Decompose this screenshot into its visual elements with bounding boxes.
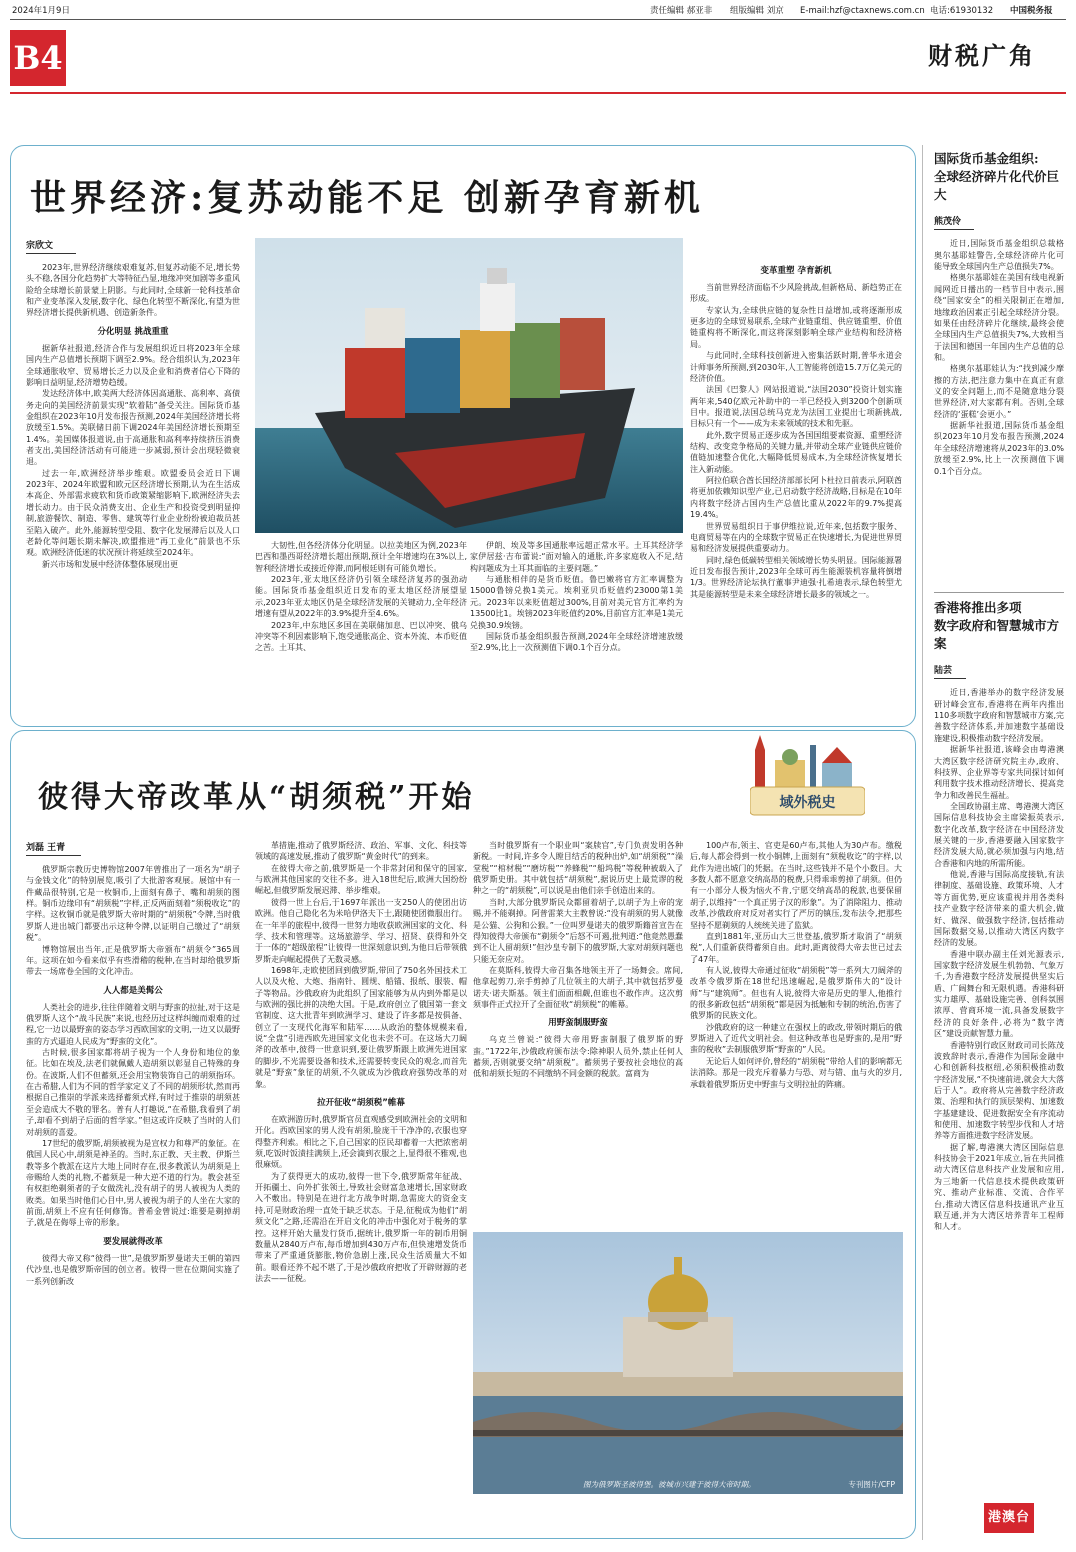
article1-paragraph: 2023年,亚太地区经济仍引领全球经济复苏的强劲动能。国际货币基金组织近日发布的亚太地区经济展望显示,2023年亚太地区仍是全球经济发展的关键动力,全年经济增速有望从2022年的3.9%提升至4.6%。 — [255, 575, 467, 619]
article1-paragraph: 与此同时,全球科技创新进入密集活跃时期,普华永道会计师事务所预测,到2030年,人工智能将创造15.7万亿美元的经济价值。 — [690, 351, 902, 383]
article2-column-2 — [255, 840, 467, 1284]
article2-col2-text — [255, 840, 467, 1284]
article1-col2-text — [255, 540, 467, 654]
article2-paragraph: 在彼得大帝之前,俄罗斯是一个非常封闭和保守的国家,与欧洲其他国家的交往不多。进入18世纪后,欧洲大国纷纷崛起,但俄罗斯发展迟滞、举步维艰。 — [255, 863, 467, 896]
sidebar-divider — [922, 145, 923, 1540]
sidebar-story-imf — [934, 150, 1064, 477]
article2-paragraph: 人类社会的进步,往往伴随着文明与野蛮的拉扯,对于这是俄罗斯人这个“战斗民族”来说,也经历过这样纠缠而艰难的过程,它一边以最野蛮的姿态学习西欧国家的文明,一边又以最野蛮的方式逼迫人民成为“野蛮的文化”。 — [26, 1002, 240, 1046]
photo-credit: 专刊图片/CFP — [848, 1480, 895, 1489]
sidebar-story2-paragraph: 香港中联办副主任刘光源表示,国家数字经济发展生机勃勃、气象万千,为香港数字经济发展提供坚实后盾、广阔舞台和无限机遇。香港科研实力雄厚、基础设施完善、创科氛围浓厚、营商环境一流,具备发展数字经济的良好条件,必将为“数字湾区”建设贡献智慧力量。 — [934, 949, 1064, 1039]
article1-paragraph: 世界贸易组织日于事伊维拉说,近年来,包括数字服务、电商贸易等在内的全球数字贸易正在快速增长,为促进世界贸易和经济发展提供重要动力。 — [690, 521, 902, 554]
article1-col3-text — [470, 540, 683, 654]
sidebar-story1-headline-line2: 全球经济碎片化代价巨大 — [934, 169, 1060, 203]
article1-paragraph: 与通胀相伴的是货币贬值。鲁巴嫩将官方汇率调整为15000鲁镑兑换1美元。埃利亚贝币贬值约23000第1美元。2023年以来贬值超过300%,目前对美元官方汇率约为13500比1。埃镑2023年贬值约20%,目前官方汇率是1美元兑换30.9埃镑。 — [470, 575, 683, 630]
article2-paragraph: 博物馆展出当年,正是俄罗斯大帝颁布“胡须令”365周年。这项在如今看来似乎有些滑稽的税种,在当时却给俄罗斯带去一场席卷全国的文化冲击。 — [26, 944, 240, 977]
st-petersburg-photo — [473, 1232, 903, 1494]
sidebar-story2-headline-line1: 香港将推出多项 — [934, 600, 1022, 615]
sidebar-story2-paragraph: 他说,香港与国际高度接轨,有法律制度、基础设施、政策环境、人才等方面优势,更应该重视并用各类科技产业数字经济带来的重大机会,做好、做深、做强数字经济,包括推动国际数据交易,以推动大湾区内数字经济的发展。 — [934, 870, 1064, 948]
sidebar-story2-paragraph: 据新华社报道,该峰会由粤港澳大湾区数字经济研究院主办,政府、科技界、企业界等专家共同探讨如何利用数字技术推动经济增长、提高竞争力和改善民生福祉。 — [934, 745, 1064, 800]
article2-paragraph: 有人说,彼得大帝通过征收“胡须税”等一系列大刀阔斧的改革令俄罗斯在18世纪迅速崛起,是俄罗斯伟大的“设计师”与“建筑师”。但也有人说,彼得大帝是历史的罪人,他推行的很多新政包括“胡须税”都是因为抵触和专制的统治,伤害了俄罗斯的民族文化。 — [690, 965, 902, 1021]
top-rule — [10, 19, 1066, 20]
article2-byline: 刘磊 王青 — [26, 840, 81, 856]
article2-subhead: 用野蛮制服野蛮 — [548, 1018, 608, 1029]
article2-column-3 — [473, 840, 683, 1080]
sidebar-story-hongkong — [934, 592, 1064, 1233]
column-stamp-foreign-tax-history — [750, 735, 865, 821]
issue-date: 2024年1月9日 — [12, 6, 70, 16]
article2-paragraph: 乌克兰曾说:“彼得大帝用野蛮制服了俄罗斯的野蛮。”1722年,沙俄政府颁布法令:除神职人员外,禁止任何人蓄须,否则就要交纳“胡须税”。蓄须男子要按社会地位的高低和胡须长短的不同缴纳不同金额的税款。富商为 — [473, 1035, 683, 1079]
contact-phone: 电话:61930132 — [930, 6, 994, 16]
article1-col4-text — [690, 264, 902, 600]
article1-paragraph: 阿拉伯联合酋长国经济部部长阿卜杜拉日前表示,阿联酋将更加依赖知识型产业,已启动数字经济战略,目标是在10年内将数字经济占国内生产总值比重从2022年的9.7%提高19.4%。 — [690, 476, 902, 520]
article1-paragraph: 同时,绿色低碳转型相关领域增长势头明显。国际能源署近日发布报告预计,2023年全球可再生能源装机容量将倒增1/3。世界经济论坛执行董事尹迪强·扎希迪表示,绿色转型尤其是能源转型是未来全球经济增长最多的领域之一。 — [690, 555, 902, 599]
sidebar-story1-text — [934, 238, 1064, 477]
sidebar-story2-paragraph: 香港特别行政区财政司司长陈茂波致辞时表示,香港作为国际金融中心和创新科技枢纽,必须积极推动数字经济发展,“不快速前进,就会大大落后于人”。政府将从完善数字经济政策、治理和执行的顶层架构、加速数字基建建设、促进数据安全有序流动和使用、加速数字转型步伐和人才培养等方面推进数字经济发展。 — [934, 1040, 1064, 1141]
sidebar-story2-byline: 陆芸 — [934, 663, 966, 679]
article2-paragraph: 100卢布,领主、官吏是60卢布,其他人为30卢布。缴税后,每人都会得到一枚小铜牌,上面刻有“须税收讫”的字样,以此作为进出城门的凭据。在当时,这些钱并不是个小数目。大多数人都不愿意交纳高昂的税费,只得乖乖剪掉了胡须。但仍有一小部分人极为恼火不肯,宁愿交纳高昂的税款,也要保留胡子,以维持“一个真正男子汉的形象”。为了消除阻力、推动改革,沙俄政府对反对者实行了严厉的镇压,发布法令,把那些坚持不愿剃须的人统统关进了监狱。 — [690, 841, 902, 930]
article1-col1-text — [26, 262, 240, 570]
article1-paragraph: 当前世界经济面临不少风险挑战,但新格局、新趋势正在形成。 — [690, 283, 902, 304]
article2-column-1 — [26, 840, 240, 1287]
article1-paragraph: 此外,数字贸易正逐步成为各国国组要素资源、重塑经济结构、改变竞争格局的关键力量,并带动全球产业链供应链价值链加速整合优化,大幅降低贸易成本,为全球经济恢复增长注入新动能。 — [690, 430, 902, 474]
article2-paragraph: 直到1881年,亚历山大三世登基,俄罗斯才取消了“胡须税”,人们重新获得蓄须自由。此时,距离彼得大帝去世已过去了47年。 — [690, 931, 902, 964]
article2-paragraph: 彼得大帝又称“彼得一世”,是俄罗斯罗曼诺夫王朝的第四代沙皇,也是俄罗斯帝国的创立者。彼得一世在位期间实施了一系列创新改 — [26, 1253, 240, 1286]
article2-paragraph: 俄罗斯宗教历史博物馆2007年曾推出了一项名为“胡子与金钱文化”的特别展览,吸引了大批游客观展。展馆中有一件藏品很特别,它是一枚铜币,上面刻有鼻子、嘴和胡须的图样。铜币边缘印有“胡须税”字样,正反两面刻着“须税收讫”的字样。这枚铜币就是俄罗斯大帝时期的“胡须税”令牌,当时俄罗斯人进出城门都要出示这种令牌,以证明自己缴过了“胡须税”。 — [26, 865, 240, 943]
article2-paragraph: 革措施,推动了俄罗斯经济、政治、军事、文化、科技等领域的高速发展,推动了俄罗斯“黄金时代”的到来。 — [255, 841, 467, 862]
photo-caption: 图为俄罗斯圣彼得堡。彼城市兴建于彼得大帝时期。 — [583, 1480, 756, 1489]
editor-credit: 责任编辑 郝亚非 — [650, 6, 713, 16]
contact-email: E-mail:hzf@ctaxnews.com.cn — [800, 6, 925, 16]
article2-paragraph: 为了获得更大的成功,彼得一世下令,俄罗斯常年征战、开拓疆土、向外扩张领土,导致社会财富急速增长,国家财政入不敷出。特别是在进行北方战争时期,急需庞大的资金支持,可是财政治理一直处于缺乏状态。于是,征税成为他们“胡须文化”之路,还需沿在开启文化的冲击中强化对于税务的掌控。这样开始大量发行货币,据统计,俄罗斯一年的制币用铜数量从2840万卢布,每币增加到430万卢布,但快速增发货币带来了严重通货膨胀,物价急剧上涨,民众生活质量大不如前。眼看还养不起不堪了,于是沙俄政府把收了开辟财源的老法去——征税。 — [255, 1171, 467, 1283]
article2-column-4 — [690, 840, 902, 1090]
sidebar-story2-headline-line2: 数字政府和智慧城市方案 — [934, 618, 1060, 652]
sidebar-story1-byline: 熊茂伶 — [934, 214, 974, 230]
newspaper-name: 中国税务报 — [1010, 6, 1053, 16]
article2-paragraph: 17世纪的俄罗斯,胡须被视为是宣权力和尊严的象征。在俄国人民心中,胡须是神圣的。当时,东正教、天主教、伊斯兰教等多个教派在这片大地上同时存在,很多教派认为胡须是上帝赐给人类的礼物,不蓄须是一种大逆不道的行为。教会甚至有权拒绝剃须者的子女做洗礼,没有胡子的男人被视为人类的败类。如果当时他们心目中,男人被视为胡子的人坐在大家的前面,胡须上不应有任何修饰。普希金曾说过:谁要是剃掉胡子,就是在侮辱上帝的形象。 — [26, 1138, 240, 1228]
sidebar-story2-paragraph: 全国政协副主席、粤港澳大湾区国际信息科技协会主席梁振英表示,数字化改革,数字经济在中国经济发展关键的一步,香港要融入国家数字经济发展大局,就必须加强与内地,结合香港和内地的所需所能。 — [934, 801, 1064, 868]
article2-paragraph: 在欧洲游历时,俄罗斯官员直观感受到欧洲社会的文明和开化。西欧国家的男人没有胡须,脸庞干干净净的,衣服也穿得整齐利索。相比之下,自己国家的臣民却蓄着一大把浓密胡须,吃饭时饭渍挂满须上,还会滴到衣服之上,显得很不雅观,也很麻烦。 — [255, 1114, 467, 1170]
sidebar-story1-paragraph: 格奥尔基耶娃认为:“找到减少摩擦的方法,把注意力集中在真正有意义的安全问题上,而不是随意地分裂世界经济,对大家都有利。否则,全球经济的‘蛋糕’会更小。” — [934, 364, 1064, 419]
sidebar-story2-paragraph: 近日,香港举办的数字经济发展研讨峰会宣布,香港将在两年内推出110多项数字政府和智慧城市方案,完善数字经济体系,并加速数字基础设施建设,积极推动数字经济发展。 — [934, 688, 1064, 743]
article2-paragraph: 彼得一世上台后,于1697年派出一支250人的使团出访欧洲。他自己隐化名为米哈伊洛夫下士,跟随使团微服出行。在一年半的旅程中,彼得一世努力地收获欧洲国家的文化、科学、技术和管理等。这场旅游学、学习、招贤、获得和外交于一体的“超级旅程”让彼得一世深刻意识到,为他日后带领俄罗斯走向崛起提供了无数灵感。 — [255, 897, 467, 964]
header-rule — [10, 92, 1066, 94]
article2-subhead: 拉开征收“胡须税”帷幕 — [317, 1097, 405, 1108]
sidebar-story1-headline-line1: 国际货币基金组织: — [934, 151, 1039, 166]
article1-column-2 — [255, 540, 467, 654]
article2-paragraph: 古时候,很多国家都将胡子视为一个人身份和地位的象征。比如在埃及,法老们就佩戴人造胡须以彰显自己特殊的身份。在波斯,人们不但蓄须,还会用宝物装饰自己的胡须指环。在古希腊,人们为不同的哲学家定义了不同的胡须形状,然而再根据自己推崇的学派来选择蓄须式样,有时过于推崇的胡须甚至会造成大不敬的罪名。普有人打趣说,“在希腊,我看到了胡子,却看不到胡子后面的哲学家。”但这或许反映了当时的人们对胡须的喜爱。 — [26, 1048, 240, 1137]
article2-paragraph: 在莫斯科,彼得大帝召集各地领主开了一场舞会。席间,他拿起剪刀,亲手剪掉了几位领主的大胡子,其中就包括罗曼诺夫·诺夫斯基。领主们面面相觑,但谁也不敢作声。这次剪须事件正式拉开了全面征收“胡须税”的帷幕。 — [473, 965, 683, 1010]
section-title: 财税广角 — [928, 41, 1036, 70]
cargo-ship-photo — [255, 238, 683, 533]
article1-column-3 — [470, 540, 683, 654]
stamp-label: 域外税史 — [779, 795, 836, 811]
article2-col1-text — [26, 864, 240, 1287]
article1-column-4 — [690, 258, 902, 600]
sidebar-story1-paragraph: 据新华社报道,国际货币基金组织2023年10月发布报告预测,2024年全球经济增速将从2023年的3.0%放缓至2.9%,比上一次预测值下调0.1个百分点。 — [934, 421, 1064, 476]
article1-paragraph: 据新华社报道,经济合作与发展组织近日将2023年全球国内生产总值增长预期下调至2.9%。经合组织认为,2023年全球通胀收窄、贸易增长乏力以及企业和消费者信心下降的影响日益明显,经济增势趋缓。 — [26, 343, 240, 387]
article1-paragraph: 大韧性,但各经济体分化明显。以拉美地区为例,2023年巴西和墨西哥经济增长超出预期,预计全年增速均在3%以上,智利经济增长或接近停滞,而阿根廷则有可能负增长。 — [255, 541, 467, 573]
article1-paragraph: 法国《巴黎人》网站报道说,“法国2030”投资计划实施两年来,540亿欧元补助中的一半已经投入到3200个创新项目中。报道说,法国总统马克龙为法国工业提出七项新挑战,目标只有一个——成为未来领域的技术和先驱。 — [690, 385, 902, 429]
article2-subhead: 要发展就得改革 — [103, 1236, 163, 1247]
sidebar-story2-paragraph: 据了解,粤港澳大湾区国际信息科技协会于2021年成立,旨在共同推动大湾区信息科技产业发展和应用,为三地新一代信息技术提供政策研究、推动产业标准、交流、合作平台,推动大湾区信息科技通讯产业互联互通,并为大湾区培养青年工程师和人才。 — [934, 1142, 1064, 1232]
article2-col4-text — [690, 840, 902, 1090]
page-number-tab: B4 — [10, 30, 66, 86]
article2-paragraph: 当时,大部分俄罗斯民众都留着胡子,以胡子为上帝的宠赐,并不能剃掉。阿普雷莱大主教曾说:“没有胡须的男人就像是公猫、公狗和公猴。”一位叫罗曼诺夫的俄罗斯籍首宣告在得知彼得大帝颁布“剃须令”后怒不可遏,批判道:“他竟然愚蠢到不让人留胡须!”但沙皇专制下的俄罗斯,大家对胡须问题也只能无奈应对。 — [473, 897, 683, 964]
article2-headline: 彼得大帝改革从“胡须税”开始 — [38, 780, 475, 815]
article1-column-1 — [26, 238, 240, 570]
article1-paragraph: 过去一年,欧洲经济举步维艰。欧盟委员会近日下调2023年、2024年欧盟和欧元区经济增长预期,认为在生活成本高企、外部需求疲软和货币政策紧缩影响下,欧洲经济失去增长动力。由于民众消费支出、企业生产和投资受到明显抑制,旅游餐饮、制造、零售、建筑等行业企业纷纷被迫裁员甚至陷入破产。此外,能源转型受阻、数字化发展滞后以及人口老龄化等问题长期未解决,欧盟推进“再工业化”前景也不乐观。欧洲经济低迷的状况预计将延续至2024年。 — [26, 468, 240, 558]
layout-credit: 组版编辑 刘京 — [730, 6, 784, 16]
article1-paragraph: 2023年,中东地区多国在美联储加息、巴以冲突、俄乌冲突等不利因素影响下,饱受通胀高企、资本外流、本币贬值之苦。土耳其、 — [255, 620, 467, 653]
article1-paragraph: 新兴市场和发展中经济体整体展现出更 — [42, 559, 178, 569]
article1-paragraph: 伊朗、埃及等多国通胀率远超正常水平。土耳其经济学家伊居兹·吉布蕾说:“面对输入的通胀,许多家庭收入不足,结构问题成为土耳其面临的主要问题。” — [470, 541, 683, 573]
article1-paragraph: 专家认为,全球供应链的复杂性日益增加,或将逐渐形成更多边的全球贸易联系,全球产业链重组、供应链重塑、价值链重构将不断深化,而这将深刻影响全球产业结构和经济格局。 — [690, 305, 902, 349]
article1-paragraph: 发达经济体中,欧美两大经济体因高通胀、高利率、高债务走向的美国经济前景实现“软着陆”备受关注。国际货币基金组织在2023年10月发布报告预测,2024年美国经济增长将放缓至1.5%。美联储日前下调2024年美国经济增长预期至1.4%。美国媒体报道说,由于高通胀和高利率持续挤压消费者支出,美国经济活动有可能进一步减弱,预计会出现轻微衰退。 — [26, 389, 240, 467]
article1-paragraph: 2023年,世界经济继续艰难复苏,但复苏动能不足,增长势头不稳,各国分化趋势扩大等特征凸显,地缘冲突加剧等多重风险给全球增长前景蒙上阴影。与此同时,全球新一轮科技革命和产业变革深入发展,数字化、绿色化转型不断深化,有望为世界经济增长提供新机遇、创造新条件。 — [26, 263, 240, 318]
st-petersburg-illustration — [473, 1232, 903, 1494]
article1-subhead: 分化明显 挑战重重 — [97, 326, 169, 337]
cargo-ship-illustration — [255, 238, 683, 533]
article2-paragraph: 1698年,走欧使团回到俄罗斯,带回了750名外国技术工人以及火枪、大炮、指南针、圆规、船锚、报纸、服装、帽子等物品。沙俄政府为此组织了国家能够为从内到外都是以与欧洲的强比拼的决绝大国。于是,政府创立了俄国第一套文官制度、这大批青年到欧洲学习、建设了许多都是按俱备、创立了一支现代化海军和陆军……从政治的整体规模来看,说“全盘”引进西欧先进国家文化也未尝不可。在这场大刀阔斧的改革中,彼得一世意识到,要让俄罗斯跟上欧洲先进国家的脚步,不光需要设备和技术,还需要转变民众的观念,而首先就是“野蛮”象征的胡须,不久就成为沙俄政府强势改革的对象。 — [255, 965, 467, 1089]
article1-headline: 世界经济:复苏动能不足 创新孕育新机 — [30, 177, 704, 219]
sidebar-story2-text — [934, 687, 1064, 1232]
article2-col3-text — [473, 840, 683, 1080]
hk-macao-taiwan-column-logo: 港澳台 — [984, 1503, 1034, 1533]
article2-paragraph: 当时俄罗斯有一个职业叫“案牍官”,专门负责发明各种新税。一时间,许多令人瞠目结舌的税种出炉,如“胡须税”“澡堂税”“棺材税”“磨坊税”“养蜂税”“船坞税”等税种被载入了俄罗斯史册。其中就包括“胡须税”,据说历史上最荒谬的税种之一的“胡须税”,可以说是由他们亲手创造出来的。 — [473, 841, 683, 896]
article2-subhead: 人人都是美髯公 — [103, 985, 163, 996]
article1-paragraph: 国际货币基金组织报告预测,2024年全球经济增速放缓至2.9%,比上一次预测值下调0.1个百分点。 — [470, 631, 683, 653]
article1-subhead: 变革重塑 孕育新机 — [760, 266, 832, 276]
article2-paragraph: 沙俄政府的这一种建立在强权上的政改,带领时期后的俄罗斯进入了近代文明社会。但这种改革也是野蛮的,是用“野蛮的税收”去制服俄罗斯“野蛮的”人民。 — [690, 1022, 902, 1055]
article1-byline: 宗欣文 — [26, 238, 76, 254]
sidebar-story1-paragraph: 格奥尔基耶娃在美国有线电视新闻网近日播出的一档节目中表示,围绕“国家安全”的相关限制正在增加,地缘政治因素正引起全球经济分裂。如果任由经济碎片化继续,最终会使全球国内生产总值损失7%,大致相当于法国和德国一年国内生产总值的总和。 — [934, 273, 1064, 362]
sidebar-story1-paragraph: 近日,国际货币基金组织总裁格奥尔基耶娃警告,全球经济碎片化可能导致全球国内生产总值损失7%。 — [934, 239, 1064, 272]
article2-paragraph: 无论后人如何评价,曾经的“胡须税”带给人们的影响都无法消除。那是一段充斥着暴力与恐、对与错、血与火的岁月,承载着俄罗斯历史中野蛮与文明拉扯的阵痛。 — [690, 1056, 902, 1089]
